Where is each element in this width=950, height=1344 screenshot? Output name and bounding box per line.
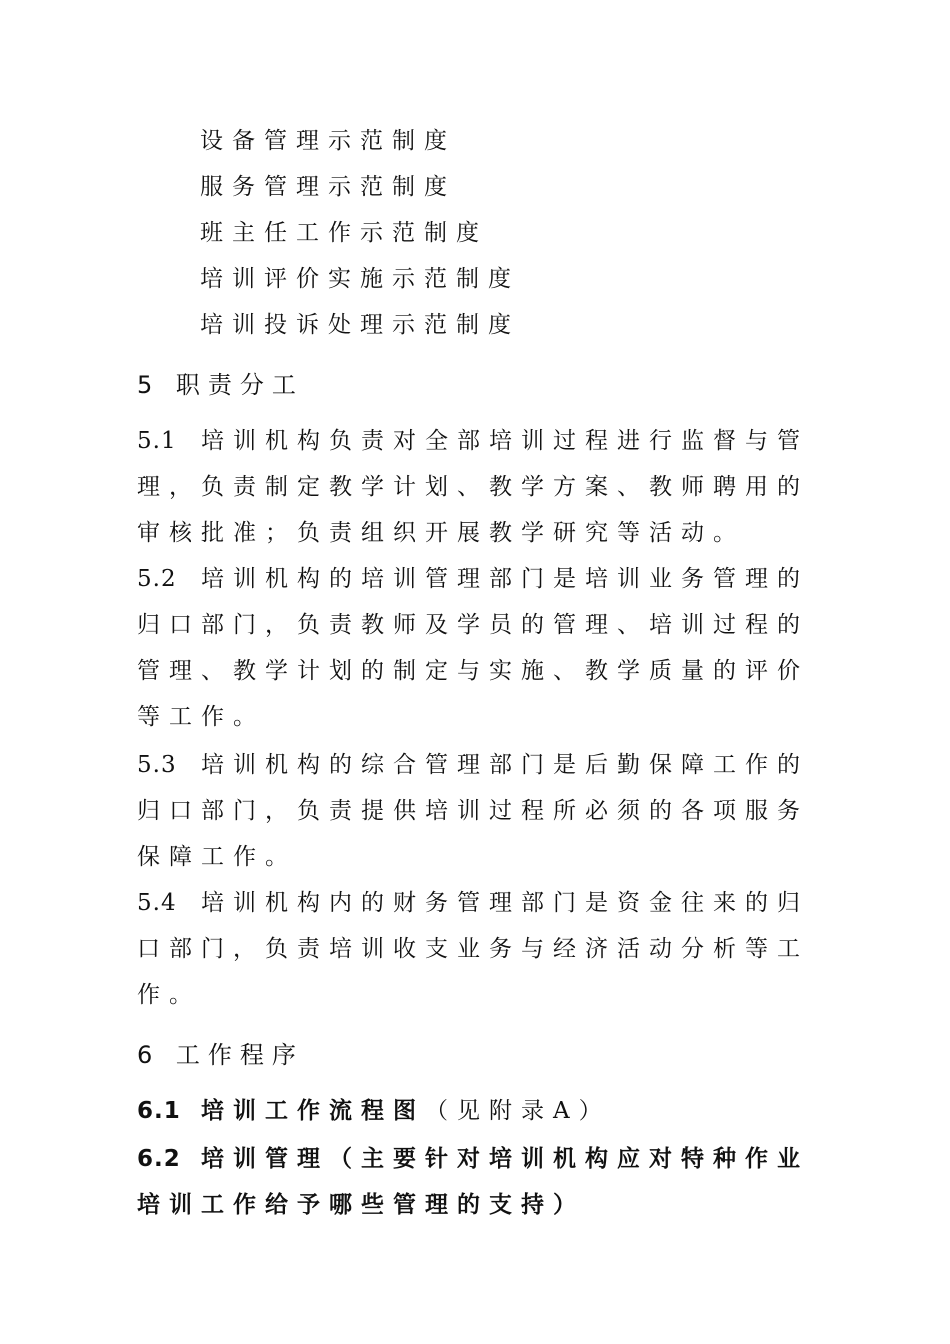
clause-number: 6.2	[137, 1146, 181, 1172]
subsection-6-2-continued: 培训工作给予哪些管理的支持）	[137, 1192, 585, 1218]
clause-number: 5.4	[137, 890, 177, 916]
paragraph-5-4-line: 口部门，负责培训收支业务与经济活动分析等工	[137, 936, 809, 962]
clause-number: 6.1	[137, 1098, 181, 1124]
clause-number: 5.2	[137, 566, 177, 592]
list-item: 班主任工作示范制度	[200, 220, 488, 246]
list-item: 培训投诉处理示范制度	[200, 312, 520, 338]
subsection-title: 培训管理（主要针对培训机构应对特种作业	[201, 1146, 809, 1172]
paragraph-5-2-line: 管理、教学计划的制定与实施、教学质量的评价	[137, 658, 809, 684]
paragraph-5-3-line: 保障工作。	[137, 844, 297, 870]
paragraph-5-1-line: 理，负责制定教学计划、教学方案、教师聘用的	[137, 474, 809, 500]
clause-number: 5.3	[137, 752, 177, 778]
paragraph-5-3-line: 归口部门，负责提供培训过程所必须的各项服务	[137, 798, 809, 824]
subsection-note: （见附录A）	[425, 1098, 611, 1124]
paragraph-5-3-line	[137, 742, 809, 788]
clause-number: 5.1	[137, 428, 177, 454]
clause-text: 培训机构负责对全部培训过程进行监督与管	[201, 428, 809, 454]
clause-text: 培训机构的培训管理部门是培训业务管理的	[201, 566, 809, 592]
list-item: 培训评价实施示范制度	[200, 266, 520, 292]
paragraph-5-4-line	[137, 880, 809, 926]
paragraph-5-4-line: 作。	[137, 982, 201, 1008]
subsection-title: 培训工作流程图	[201, 1098, 425, 1124]
paragraph-5-1-line: 审核批准；负责组织开展教学研究等活动。	[137, 520, 745, 546]
subsection-6-2	[137, 1136, 809, 1182]
section-heading-6: 6 工作程序	[137, 1041, 304, 1069]
list-item: 服务管理示范制度	[200, 174, 456, 200]
clause-text: 培训机构的综合管理部门是后勤保障工作的	[201, 752, 809, 778]
paragraph-5-2-line	[137, 556, 809, 602]
paragraph-5-1-line	[137, 418, 809, 464]
paragraph-5-2-line: 等工作。	[137, 704, 265, 730]
paragraph-5-2-line: 归口部门，负责教师及学员的管理、培训过程的	[137, 612, 809, 638]
clause-text: 培训机构内的财务管理部门是资金往来的归	[201, 890, 809, 916]
list-item: 设备管理示范制度	[200, 128, 456, 154]
subsection-6-1	[137, 1088, 611, 1134]
section-heading-5: 5 职责分工	[137, 371, 304, 399]
